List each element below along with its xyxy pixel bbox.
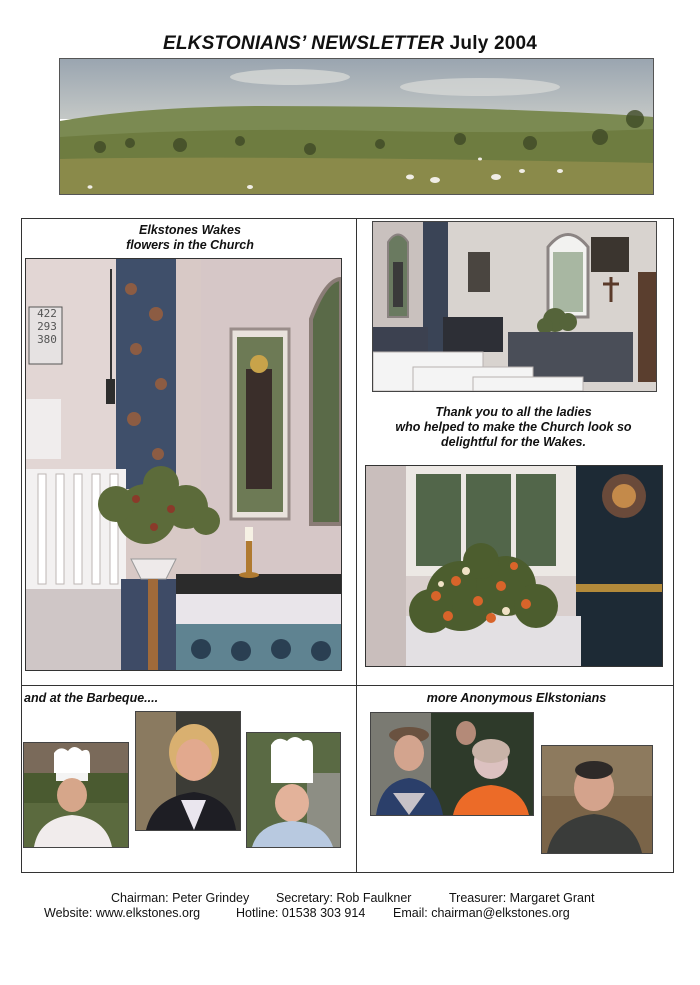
title-main: ELKSTONIANS’ NEWSLETTER: [162, 33, 445, 54]
chef-woman-photo: [246, 732, 341, 848]
wakes-caption-line2: flowers in the Church: [126, 238, 254, 252]
thanks-line2: who helped to make the Church look so: [395, 420, 632, 434]
church-interior-photo: [25, 258, 342, 671]
thanks-line3: delightful for the Wakes.: [441, 435, 586, 449]
couple-photo: [370, 712, 534, 816]
grid-divider-vertical: [356, 218, 357, 872]
wakes-caption-line1: Elkstones Wakes: [139, 223, 241, 237]
church-nave-photo: [372, 221, 657, 392]
hymn-board-numbers: [34, 307, 60, 346]
footer-chairman: Chairman: Peter Grindey: [111, 891, 250, 905]
window-flowers-photo: [365, 465, 663, 667]
hymn-number-1: 422: [37, 307, 57, 320]
wakes-caption: [27, 223, 353, 253]
thanks-message: [372, 405, 655, 450]
chef-man-photo: [23, 742, 129, 848]
footer-secretary: Secretary: Rob Faulkner: [276, 891, 412, 905]
thanks-line1: Thank you to all the ladies: [435, 405, 592, 419]
title-date: July 2004: [449, 33, 538, 54]
smiling-woman-photo: [135, 711, 241, 831]
footer-website[interactable]: Website: www.elkstones.org: [44, 906, 201, 920]
hymn-number-3: 380: [37, 333, 57, 346]
barbeque-caption: and at the Barbeque....: [24, 691, 159, 705]
newsletter-title: [0, 33, 700, 55]
grid-divider-horizontal: [21, 685, 673, 686]
footer-hotline: Hotline: 01538 303 914: [236, 906, 366, 920]
man-portrait-photo: [541, 745, 653, 854]
landscape-banner-photo: [59, 58, 654, 195]
anonymous-caption: more Anonymous Elkstonians: [426, 691, 607, 705]
footer-treasurer: Treasurer: Margaret Grant: [449, 891, 595, 905]
footer-email[interactable]: Email: chairman@elkstones.org: [393, 906, 570, 920]
hymn-number-2: 293: [37, 320, 57, 333]
